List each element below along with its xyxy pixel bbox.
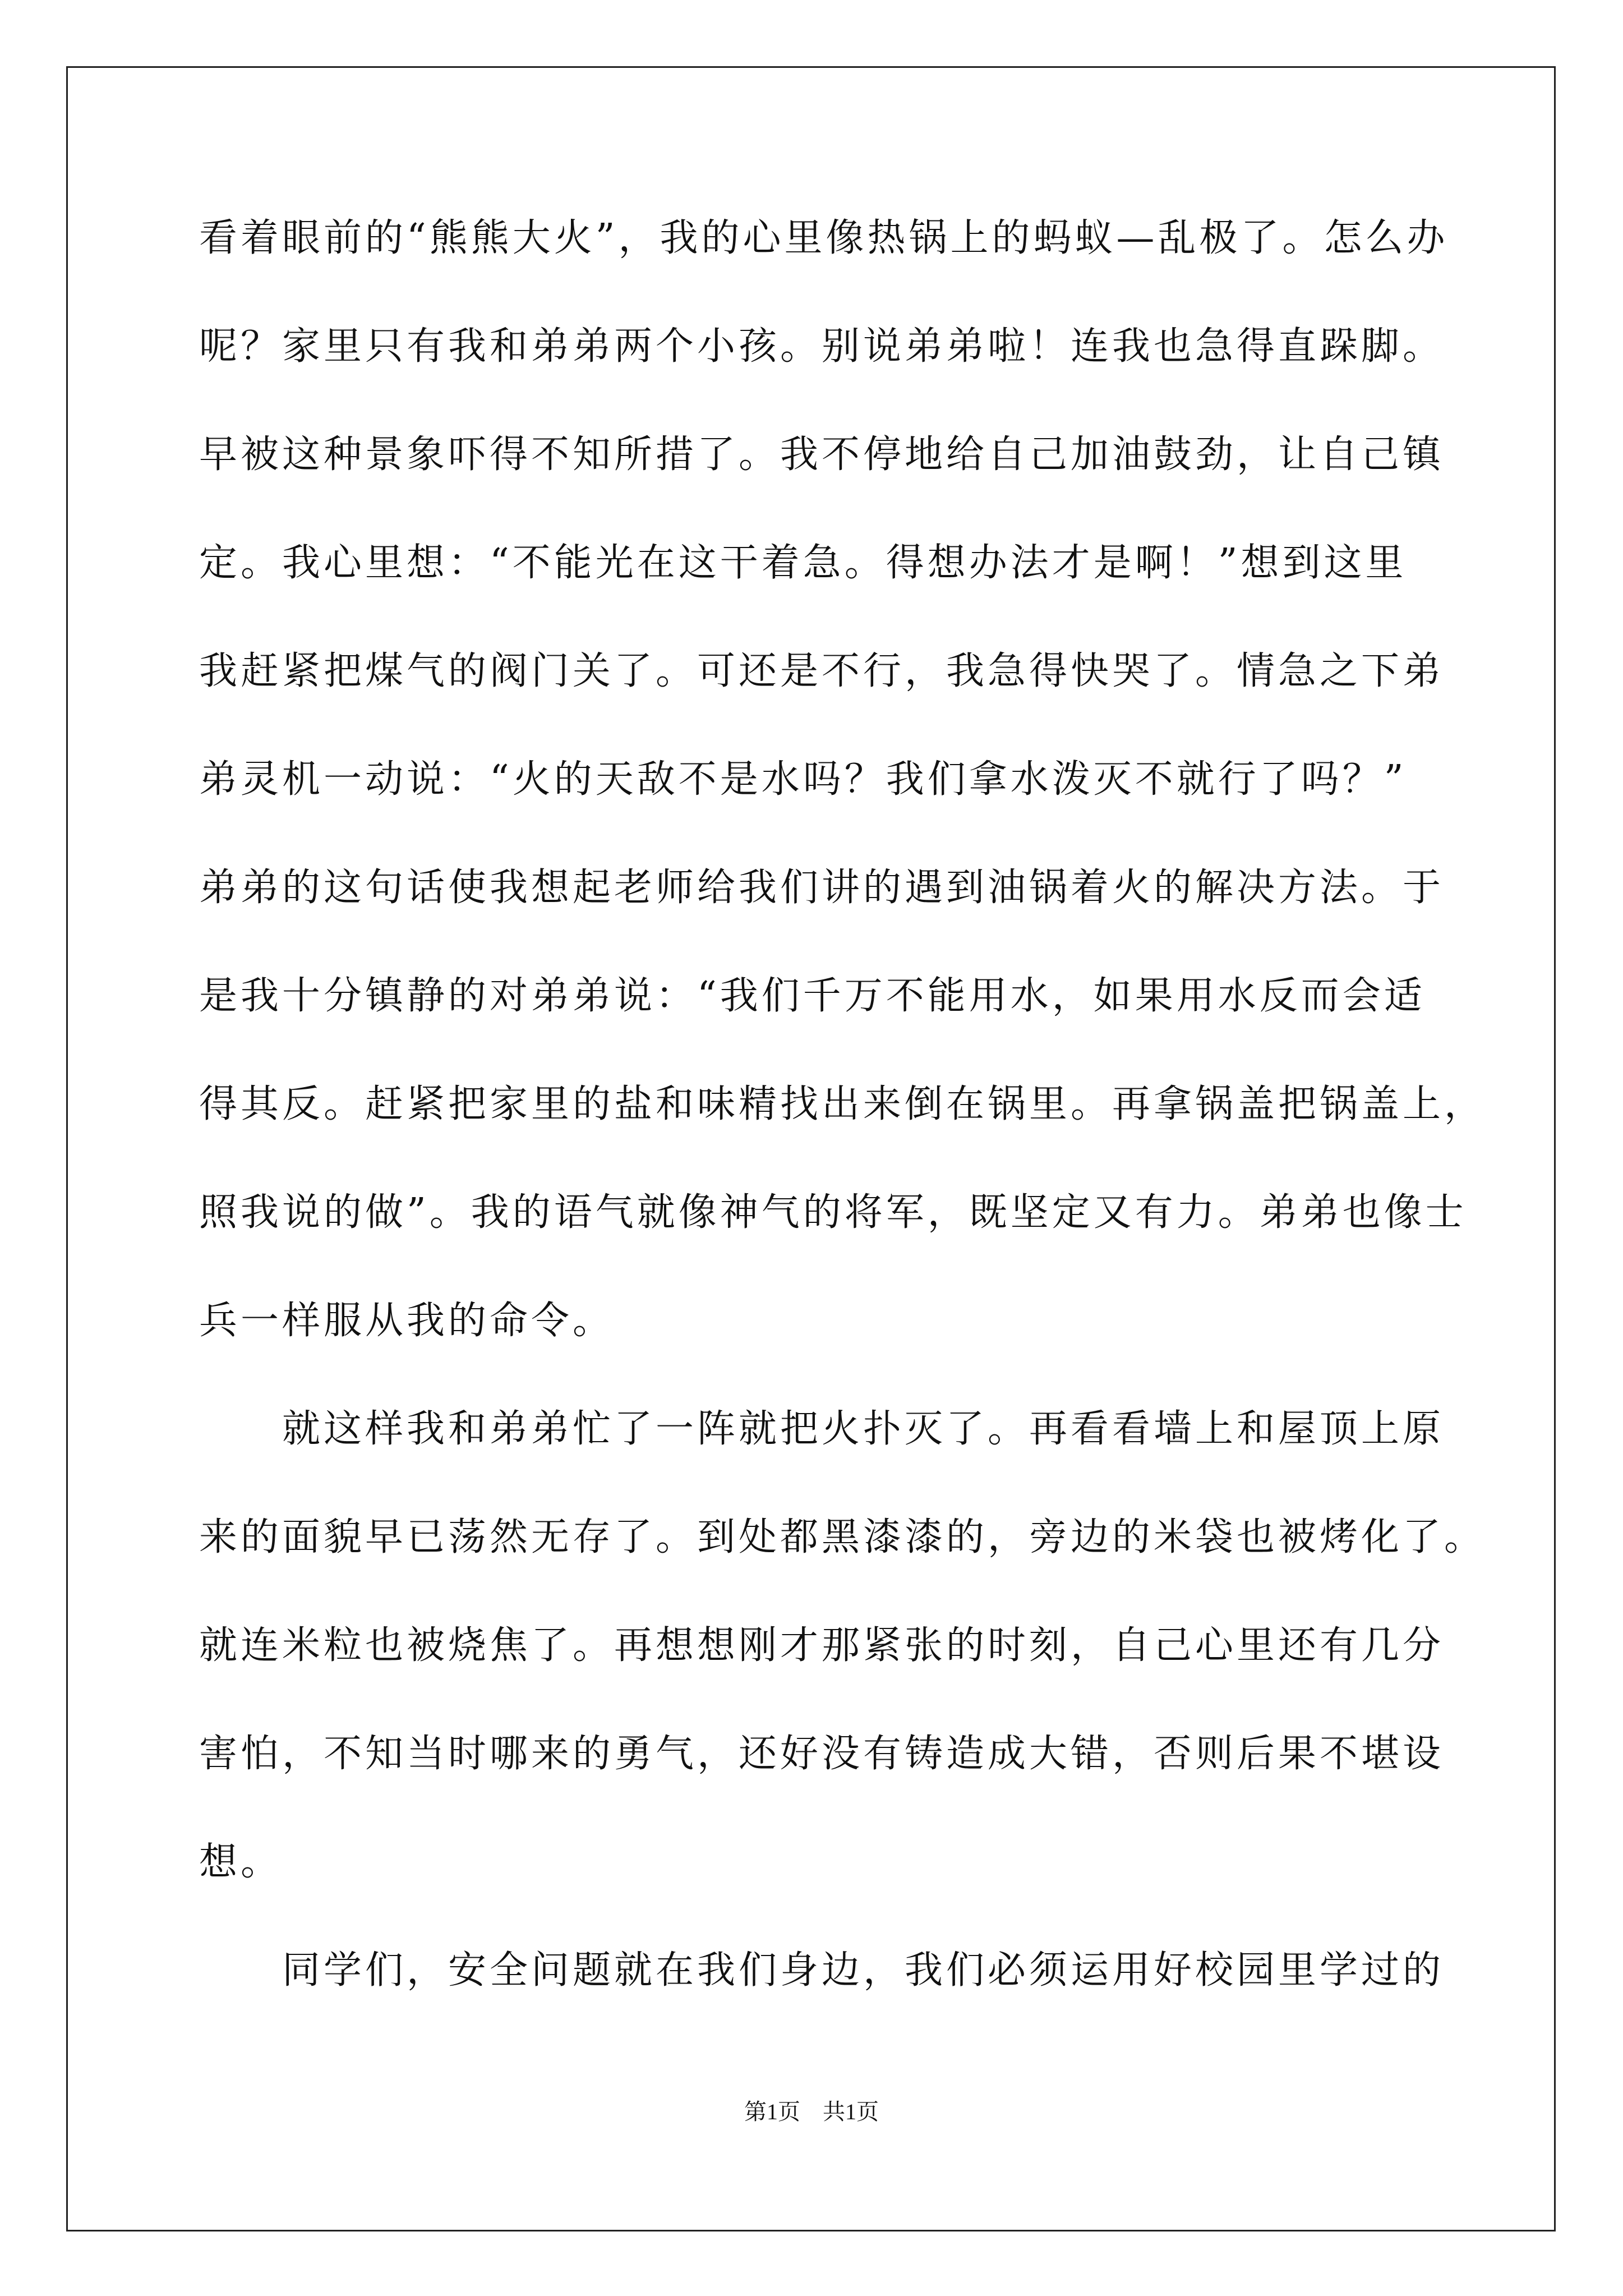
text-line: 兵一样服从我的命令。 (199, 1299, 615, 1343)
text-line: 就连米粒也被烧焦了。再想想刚才那紧张的时刻，自己心里还有几分 (199, 1623, 1445, 1668)
text-line: 照我说的做”。我的语气就像神气的将军，既坚定又有力。弟弟也像士 (199, 1190, 1467, 1235)
text-line: 定。我心里想：“不能光在这干着急。得想办法才是啊！”想到这里 (199, 541, 1407, 585)
text-line: 来的面貌早已荡然无存了。到处都黑漆漆的，旁边的米袋也被烤化了。 (199, 1515, 1486, 1559)
text-line: 得其反。赶紧把家里的盐和味精找出来倒在锅里。再拿锅盖把锅盖上， (199, 1082, 1486, 1126)
paragraph-first-line: 同学们，安全问题就在我们身边，我们必须运用好校园里学过的 (282, 1948, 1445, 1993)
paragraph-first-line: 就这样我和弟弟忙了一阵就把火扑灭了。再看看墙上和屋顶上原 (282, 1407, 1445, 1451)
text-line: 弟弟的这句话使我想起老师给我们讲的遇到油锅着火的解决方法。于 (199, 866, 1445, 910)
text-line: 我赶紧把煤气的阀门关了。可还是不行，我急得快哭了。情急之下弟 (199, 649, 1445, 693)
text-line: 想。 (199, 1840, 283, 1884)
text-line: 呢？家里只有我和弟弟两个小孩。别说弟弟啦！连我也急得直跺脚。 (199, 324, 1445, 369)
text-line: 早被这种景象吓得不知所措了。我不停地给自己加油鼓劲，让自己镇 (199, 432, 1445, 477)
text-line: 弟灵机一动说：“火的天敌不是水吗？我们拿水泼灭不就行了吗？” (199, 757, 1407, 802)
text-line: 看着眼前的“熊熊大火”，我的心里像热锅上的蚂蚁—乱极了。怎么办 (199, 216, 1449, 260)
text-line: 害怕，不知当时哪来的勇气，还好没有铸造成大错，否则后果不堪设 (199, 1732, 1445, 1776)
page-footer: 第1页 共1页 (744, 2099, 879, 2124)
text-line: 是我十分镇静的对弟弟说：“我们千万不能用水，如果用水反而会适 (199, 974, 1426, 1018)
page-border (66, 66, 1556, 2231)
